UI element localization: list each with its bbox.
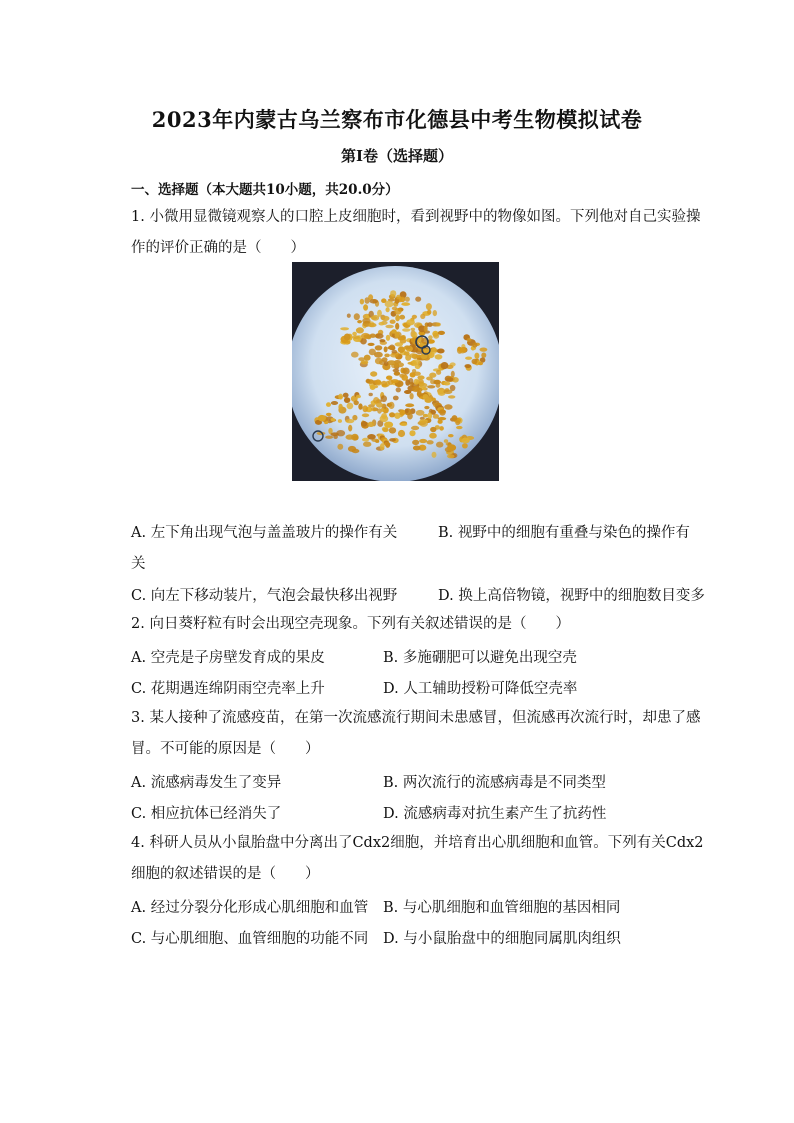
stained-cell	[386, 307, 390, 312]
stained-cell	[438, 417, 447, 420]
stained-cell	[427, 385, 435, 388]
stained-cell	[338, 404, 342, 411]
question-4-option-d[interactable]: D. 与小鼠胎盘中的细胞同属肌肉组织	[383, 931, 621, 947]
stained-cell	[429, 433, 437, 439]
stained-cell	[385, 442, 390, 448]
stained-cell	[420, 314, 425, 319]
stained-cell	[425, 398, 433, 403]
stained-cell	[400, 338, 407, 343]
stained-cell	[478, 362, 483, 365]
stained-cell	[405, 403, 414, 407]
question-3-option-c[interactable]: C. 相应抗体已经消失了	[131, 806, 282, 822]
stained-cell	[366, 334, 371, 339]
stained-cell	[380, 415, 389, 422]
stained-cell	[368, 323, 376, 327]
stained-cell	[385, 301, 394, 308]
stained-cell	[452, 415, 458, 421]
stained-cell	[373, 397, 379, 404]
stained-cell	[348, 446, 356, 452]
stained-cell	[441, 362, 449, 369]
stained-cell	[325, 436, 333, 439]
section-heading: 一、选择题（本大题共10小题，共20.0分）	[131, 182, 399, 198]
stained-cell	[443, 390, 452, 394]
stained-cell	[394, 413, 400, 419]
stained-cell	[370, 371, 377, 376]
stained-cell	[331, 418, 336, 421]
stained-cell	[448, 395, 455, 398]
stained-cell	[405, 297, 410, 302]
stained-cell	[361, 421, 367, 427]
stained-cell	[384, 422, 393, 428]
stained-cell	[364, 355, 371, 361]
stained-cell	[385, 325, 393, 328]
question-1-option-c[interactable]: C. 向左下移动装片，气泡会最快移出视野	[131, 588, 398, 604]
stained-cell	[410, 393, 414, 399]
stained-cell	[368, 343, 375, 346]
stained-cell	[371, 315, 379, 321]
stained-cell	[416, 410, 425, 416]
stained-cell	[354, 400, 359, 405]
question-4-line-1: 4. 科研人员从小鼠胎盘中分离出了Cdx2细胞，并培育出心肌细胞和血管。下列有关Cdx2	[131, 835, 704, 851]
question-3-option-d[interactable]: D. 流感病毒对抗生素产生了抗药性	[383, 806, 607, 822]
stained-cell	[404, 390, 411, 394]
question-2-line-1: 2. 向日葵籽粒有时会出现空壳现象。下列有关叙述错误的是（ ）	[131, 616, 570, 632]
stained-cell	[342, 340, 349, 343]
stained-cell	[443, 382, 450, 386]
stained-cell	[411, 426, 419, 430]
exam-subtitle: 第I卷（选择题）	[340, 147, 454, 165]
stained-cell	[411, 338, 416, 343]
stained-cell	[426, 303, 432, 310]
stained-cell	[432, 452, 437, 458]
stained-cell	[375, 345, 383, 350]
stained-cell	[414, 379, 419, 385]
stained-cell	[435, 354, 443, 359]
stained-cell	[398, 346, 405, 353]
stained-cell	[413, 446, 421, 451]
stained-cell	[439, 409, 446, 415]
stained-cell	[360, 299, 364, 305]
stained-cell	[370, 299, 379, 304]
stained-cell	[344, 334, 351, 341]
stained-cell	[433, 310, 437, 316]
stained-cell	[326, 413, 332, 416]
stained-cell	[362, 318, 370, 323]
stained-cell	[348, 425, 352, 432]
stained-cell	[459, 348, 467, 354]
stained-cell	[430, 427, 436, 432]
stained-cell	[356, 327, 364, 333]
stained-cell	[437, 349, 445, 354]
question-1-line-2: 作的评价正确的是（ ）	[131, 240, 305, 256]
stained-cell	[439, 426, 444, 431]
stained-cell	[433, 380, 441, 385]
stained-cell	[398, 430, 405, 437]
stained-cell	[446, 377, 453, 382]
stained-cell	[472, 359, 478, 365]
stained-cell	[391, 379, 399, 383]
stained-cell	[358, 403, 362, 409]
stained-cell	[467, 338, 472, 342]
stained-cell	[352, 335, 359, 339]
stained-cell	[370, 384, 376, 390]
question-4-option-b[interactable]: B. 与心肌细胞和血管细胞的基因相同	[383, 900, 621, 916]
stained-cell	[448, 434, 454, 437]
stained-cell	[390, 320, 396, 324]
stained-cell	[375, 379, 381, 384]
stained-cell	[399, 315, 405, 320]
stained-cell	[390, 353, 398, 357]
question-1-option-d[interactable]: D. 换上高倍物镜，视野中的细胞数目变多	[438, 588, 705, 604]
stained-cell	[481, 353, 486, 358]
stained-cell	[331, 401, 338, 405]
question-3-option-a[interactable]: A. 流感病毒发生了变异	[131, 775, 282, 791]
question-2-option-b[interactable]: B. 多施硼肥可以避免出现空壳	[383, 650, 577, 666]
stained-cell	[406, 319, 415, 325]
stained-cell	[381, 408, 385, 412]
stained-cell	[412, 440, 419, 445]
stained-cell	[472, 342, 477, 347]
stained-cell	[338, 394, 343, 400]
stained-cell	[389, 402, 395, 409]
question-2-option-c[interactable]: C. 花期遇连绵阴雨空壳率上升	[131, 681, 325, 697]
stained-cell	[362, 405, 368, 412]
question-1-option-b[interactable]: B. 视野中的细胞有重叠与染色的操作有	[438, 525, 690, 541]
stained-cell	[401, 423, 407, 426]
stained-cell	[338, 419, 342, 423]
stained-cell	[356, 395, 361, 399]
stained-cell	[429, 373, 436, 378]
stained-cell	[381, 316, 389, 321]
stained-cell	[401, 374, 408, 380]
stained-cell	[456, 426, 462, 429]
question-2-option-d[interactable]: D. 人工辅助授粉可降低空壳率	[383, 681, 578, 697]
stained-cell	[318, 415, 326, 421]
stained-cell	[395, 315, 400, 322]
question-1-option-a[interactable]: A. 左下角出现气泡与盖盖玻片的操作有关	[131, 525, 398, 541]
stained-cell	[337, 444, 343, 450]
stained-cell	[363, 304, 368, 310]
stained-cell	[415, 297, 421, 302]
stained-cell	[382, 357, 388, 362]
stained-cell	[389, 412, 395, 417]
stained-cell	[375, 358, 383, 365]
question-4-option-a[interactable]: A. 经过分裂分化形成心肌细胞和血管	[131, 900, 369, 916]
stained-cell	[405, 354, 411, 361]
stained-cell	[428, 412, 433, 419]
stained-cell	[343, 393, 349, 398]
stained-cell	[358, 357, 365, 361]
stained-cell	[395, 323, 399, 330]
stained-cell	[461, 438, 469, 444]
stained-cell	[389, 438, 396, 442]
stained-cell	[371, 407, 376, 411]
stained-cell	[393, 369, 400, 373]
stained-cell	[344, 397, 350, 403]
stained-cell	[357, 320, 362, 323]
stained-cell	[402, 368, 409, 375]
question-2-option-a[interactable]: A. 空壳是子房壁发育成的果皮	[131, 650, 325, 666]
question-1-option-b-continued: 关	[131, 556, 146, 572]
stained-cell	[369, 393, 373, 396]
stained-cell	[401, 302, 410, 306]
stained-cell	[402, 328, 410, 331]
stained-cell	[352, 415, 357, 421]
stained-cell	[382, 428, 388, 432]
stained-cell	[424, 406, 429, 409]
stained-cell	[392, 307, 397, 311]
stained-cell	[451, 371, 455, 378]
stained-cell	[465, 364, 472, 368]
question-3-line-1: 3. 某人接种了流感疫苗，在第一次流感流行期间未患感冒，但流感再次流行时，却患了感	[131, 710, 701, 726]
stained-cell	[480, 348, 488, 352]
stained-cell	[396, 387, 401, 392]
stained-cell	[438, 331, 445, 335]
stained-cell	[436, 442, 443, 448]
stained-cell	[362, 413, 369, 417]
stained-cell	[412, 359, 421, 365]
stained-cell	[396, 295, 401, 300]
stained-cell	[400, 409, 406, 415]
stained-cell	[381, 395, 387, 402]
question-3-option-b[interactable]: B. 两次流行的流感病毒是不同类型	[383, 775, 606, 791]
stained-cell	[379, 322, 385, 326]
stained-cell	[408, 378, 413, 384]
stained-cell	[436, 323, 441, 327]
stained-cell	[462, 443, 468, 448]
stained-cell	[375, 333, 384, 338]
stained-cell	[444, 404, 452, 409]
question-4-option-c[interactable]: C. 与心肌细胞、血管细胞的功能不同	[131, 931, 369, 947]
stained-cell	[447, 454, 455, 458]
stained-cell	[417, 375, 424, 379]
stained-cell	[384, 346, 388, 352]
exam-title: 2023年内蒙古乌兰察布市化德县中考生物模拟试卷	[151, 107, 643, 132]
stained-cell	[347, 403, 354, 410]
stained-cell	[352, 332, 357, 336]
stained-cell	[412, 315, 417, 319]
stained-cell	[362, 438, 369, 442]
stained-cell	[427, 310, 431, 315]
stained-cell	[474, 353, 479, 359]
stained-cell	[345, 419, 354, 423]
stained-cell	[409, 430, 415, 436]
stained-cell	[366, 379, 371, 383]
stained-cell	[455, 420, 460, 425]
stained-cell	[374, 352, 383, 358]
stained-cell	[387, 346, 395, 350]
stained-cell	[390, 290, 396, 297]
stained-cell	[331, 432, 339, 436]
stained-cell	[389, 427, 396, 433]
stained-cell	[351, 434, 358, 441]
stained-cell	[393, 396, 399, 401]
stained-cell	[428, 335, 433, 339]
stained-cell	[354, 313, 360, 320]
stained-cell	[386, 335, 390, 341]
stained-cell	[405, 409, 409, 414]
stained-cell	[420, 420, 428, 427]
stained-cell	[340, 327, 349, 330]
stained-cell	[465, 357, 472, 360]
stained-cell	[412, 386, 420, 392]
stained-cell	[436, 370, 441, 375]
stained-cell	[411, 328, 416, 331]
stained-cell	[379, 339, 385, 342]
stained-cell	[413, 372, 421, 376]
stained-cell	[351, 352, 359, 358]
question-1-line-1: 1. 小微用显微镜观察人的口腔上皮细胞时，看到视野中的物像如图。下列他对自己实验操	[131, 209, 701, 225]
stained-cell	[395, 362, 404, 367]
question-3-line-2: 冒。不可能的原因是（ ）	[131, 741, 320, 757]
microscope-field-image	[292, 262, 499, 481]
question-4-line-2: 细胞的叙述错误的是（ ）	[131, 866, 320, 882]
stained-cell	[380, 443, 385, 450]
stained-cell	[419, 439, 427, 443]
stained-cell	[447, 444, 456, 451]
stained-cell	[424, 326, 428, 333]
stained-cell	[326, 402, 331, 407]
stained-cell	[427, 440, 434, 444]
microscope-view-svg	[292, 262, 499, 481]
stained-cell	[368, 422, 375, 427]
stained-cell	[424, 349, 433, 352]
stained-cell	[347, 314, 351, 318]
stained-cell	[384, 354, 390, 358]
stained-cell	[363, 442, 371, 447]
